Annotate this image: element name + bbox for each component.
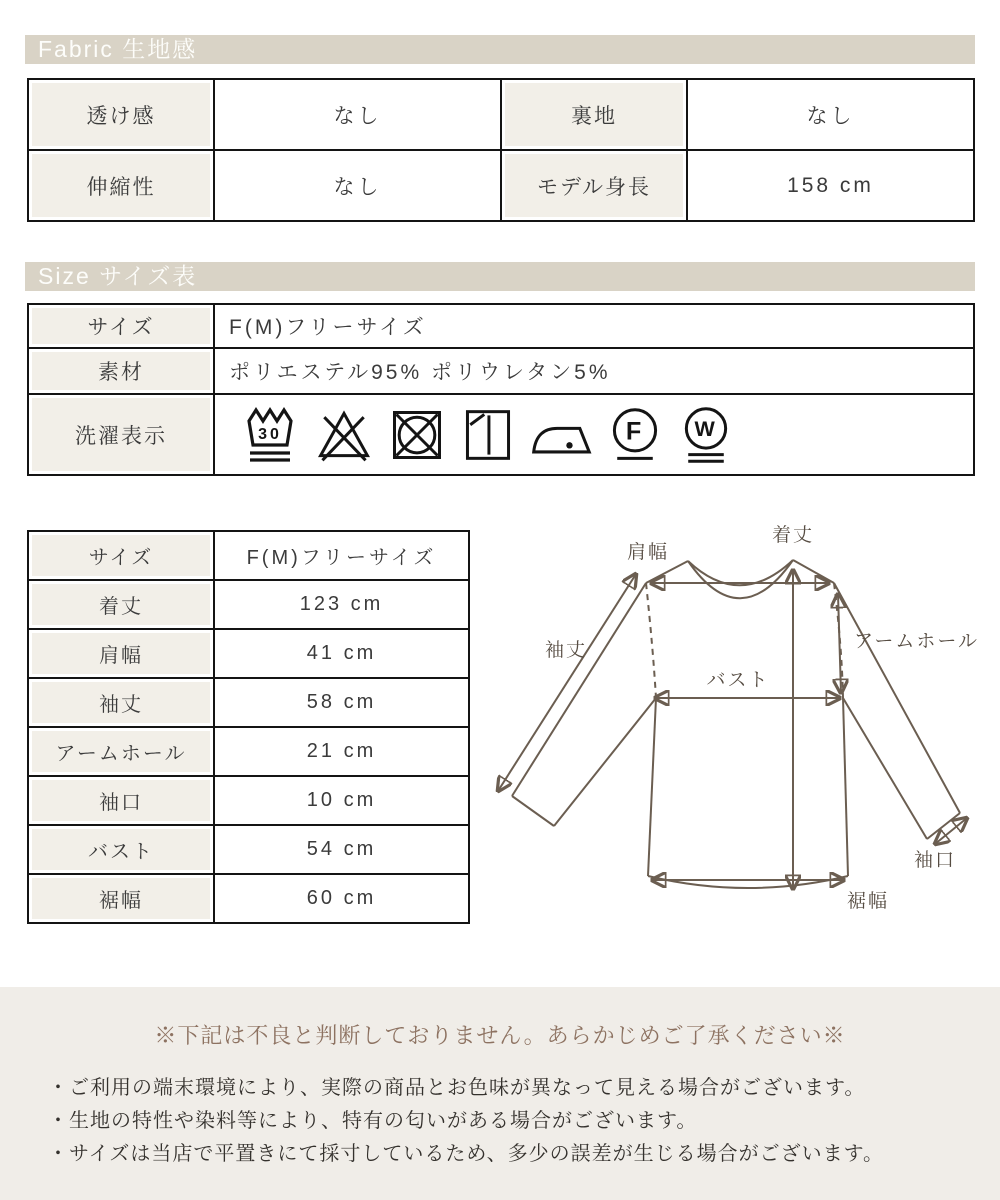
hem-width-label: 裾幅 bbox=[847, 891, 890, 912]
meas-value-armhole: 21 cm bbox=[214, 727, 469, 776]
disclaimer-item-color: ・ご利用の端末環境により、実際の商品とお色味が異なって見える場合がございます。 bbox=[48, 1077, 866, 1099]
wash-30-icon bbox=[243, 403, 301, 467]
table-row bbox=[28, 394, 974, 475]
table-row bbox=[28, 825, 469, 874]
disclaimer-title: ※下記は不良と判断しておりません。あらかじめご了承ください※ bbox=[154, 1023, 846, 1048]
meas-label-armhole: アームホール bbox=[28, 727, 214, 776]
fabric-label-model-height: モデル身長 bbox=[501, 150, 687, 221]
table-row bbox=[28, 727, 469, 776]
table-row bbox=[28, 150, 974, 221]
meas-value-length: 123 cm bbox=[214, 580, 469, 629]
table-row bbox=[28, 678, 469, 727]
fabric-label-sheerness: 透け感 bbox=[28, 79, 214, 150]
no-bleach-icon bbox=[314, 403, 374, 467]
meas-label-bust: バスト bbox=[28, 825, 214, 874]
care-symbol-row bbox=[229, 403, 973, 467]
meas-value-shoulder: 41 cm bbox=[214, 629, 469, 678]
meas-value-cuff: 10 cm bbox=[214, 776, 469, 825]
line-dry-shade-icon bbox=[460, 403, 516, 467]
fabric-value-lining: なし bbox=[687, 79, 974, 150]
fabric-table bbox=[27, 78, 975, 222]
table-row bbox=[28, 874, 469, 923]
size-section-header: Size サイズ表 bbox=[25, 262, 975, 291]
cuff-label: 袖口 bbox=[913, 850, 957, 871]
table-row bbox=[28, 79, 974, 150]
fabric-value-stretch: なし bbox=[214, 150, 501, 221]
disclaimer-item-odor: ・生地の特性や染料等により、特有の匂いがある場合がございます。 bbox=[48, 1110, 698, 1132]
sizeinfo-label-material: 素材 bbox=[28, 348, 214, 394]
shoulder-width-label: 肩幅 bbox=[626, 542, 670, 563]
meas-label-cuff: 袖口 bbox=[28, 776, 214, 825]
meas-value-hem: 60 cm bbox=[214, 874, 469, 923]
disclaimer-box bbox=[0, 987, 1000, 1200]
table-row bbox=[28, 304, 974, 348]
sizeinfo-value-size: F(M)フリーサイズ bbox=[214, 304, 974, 348]
fabric-label-stretch: 伸縮性 bbox=[28, 150, 214, 221]
meas-value-sleeve: 58 cm bbox=[214, 678, 469, 727]
dry-clean-f-icon bbox=[606, 403, 664, 467]
wet-clean-w-icon bbox=[677, 403, 735, 467]
sleeve-length-label: 袖丈 bbox=[544, 640, 588, 661]
sizeinfo-label-size: サイズ bbox=[28, 304, 214, 348]
svg-text:W: W bbox=[694, 416, 718, 441]
sizeinfo-value-material: ポリエステル95% ポリウレタン5% bbox=[214, 348, 974, 394]
table-row bbox=[28, 776, 469, 825]
svg-text:30: 30 bbox=[258, 425, 282, 443]
fabric-section-header: Fabric 生地感 bbox=[25, 35, 975, 64]
meas-label-hem: 裾幅 bbox=[28, 874, 214, 923]
meas-label-size: サイズ bbox=[28, 531, 214, 580]
table-row bbox=[28, 629, 469, 678]
armhole-label: アームホール bbox=[854, 631, 980, 652]
length-label: 着丈 bbox=[771, 525, 815, 546]
meas-value-bust: 54 cm bbox=[214, 825, 469, 874]
sizeinfo-label-care: 洗濯表示 bbox=[28, 394, 214, 475]
garment-measurement-diagram bbox=[490, 508, 990, 940]
table-row bbox=[28, 580, 469, 629]
size-info-table bbox=[27, 303, 975, 476]
sizeinfo-value-care bbox=[214, 394, 974, 475]
measurements-table bbox=[27, 530, 470, 924]
no-tumble-dry-icon bbox=[387, 403, 447, 467]
table-row bbox=[28, 348, 974, 394]
meas-label-length: 着丈 bbox=[28, 580, 214, 629]
iron-low-icon bbox=[529, 403, 593, 467]
bust-label: バスト bbox=[706, 670, 770, 691]
fabric-label-lining: 裏地 bbox=[501, 79, 687, 150]
meas-value-size: F(M)フリーサイズ bbox=[214, 531, 469, 580]
disclaimer-list bbox=[0, 1072, 1000, 1171]
meas-label-sleeve: 袖丈 bbox=[28, 678, 214, 727]
svg-text:F: F bbox=[625, 417, 645, 446]
table-row bbox=[28, 531, 469, 580]
meas-label-shoulder: 肩幅 bbox=[28, 629, 214, 678]
disclaimer-item-sizing: ・サイズは当店で平置きにて採寸しているため、多少の誤差が生じる場合がございます。 bbox=[48, 1143, 884, 1165]
fabric-value-model-height: 158 cm bbox=[687, 150, 974, 221]
sleeve-length-arrow bbox=[498, 574, 636, 791]
cuff-arrow bbox=[935, 818, 967, 844]
fabric-value-sheerness: なし bbox=[214, 79, 501, 150]
